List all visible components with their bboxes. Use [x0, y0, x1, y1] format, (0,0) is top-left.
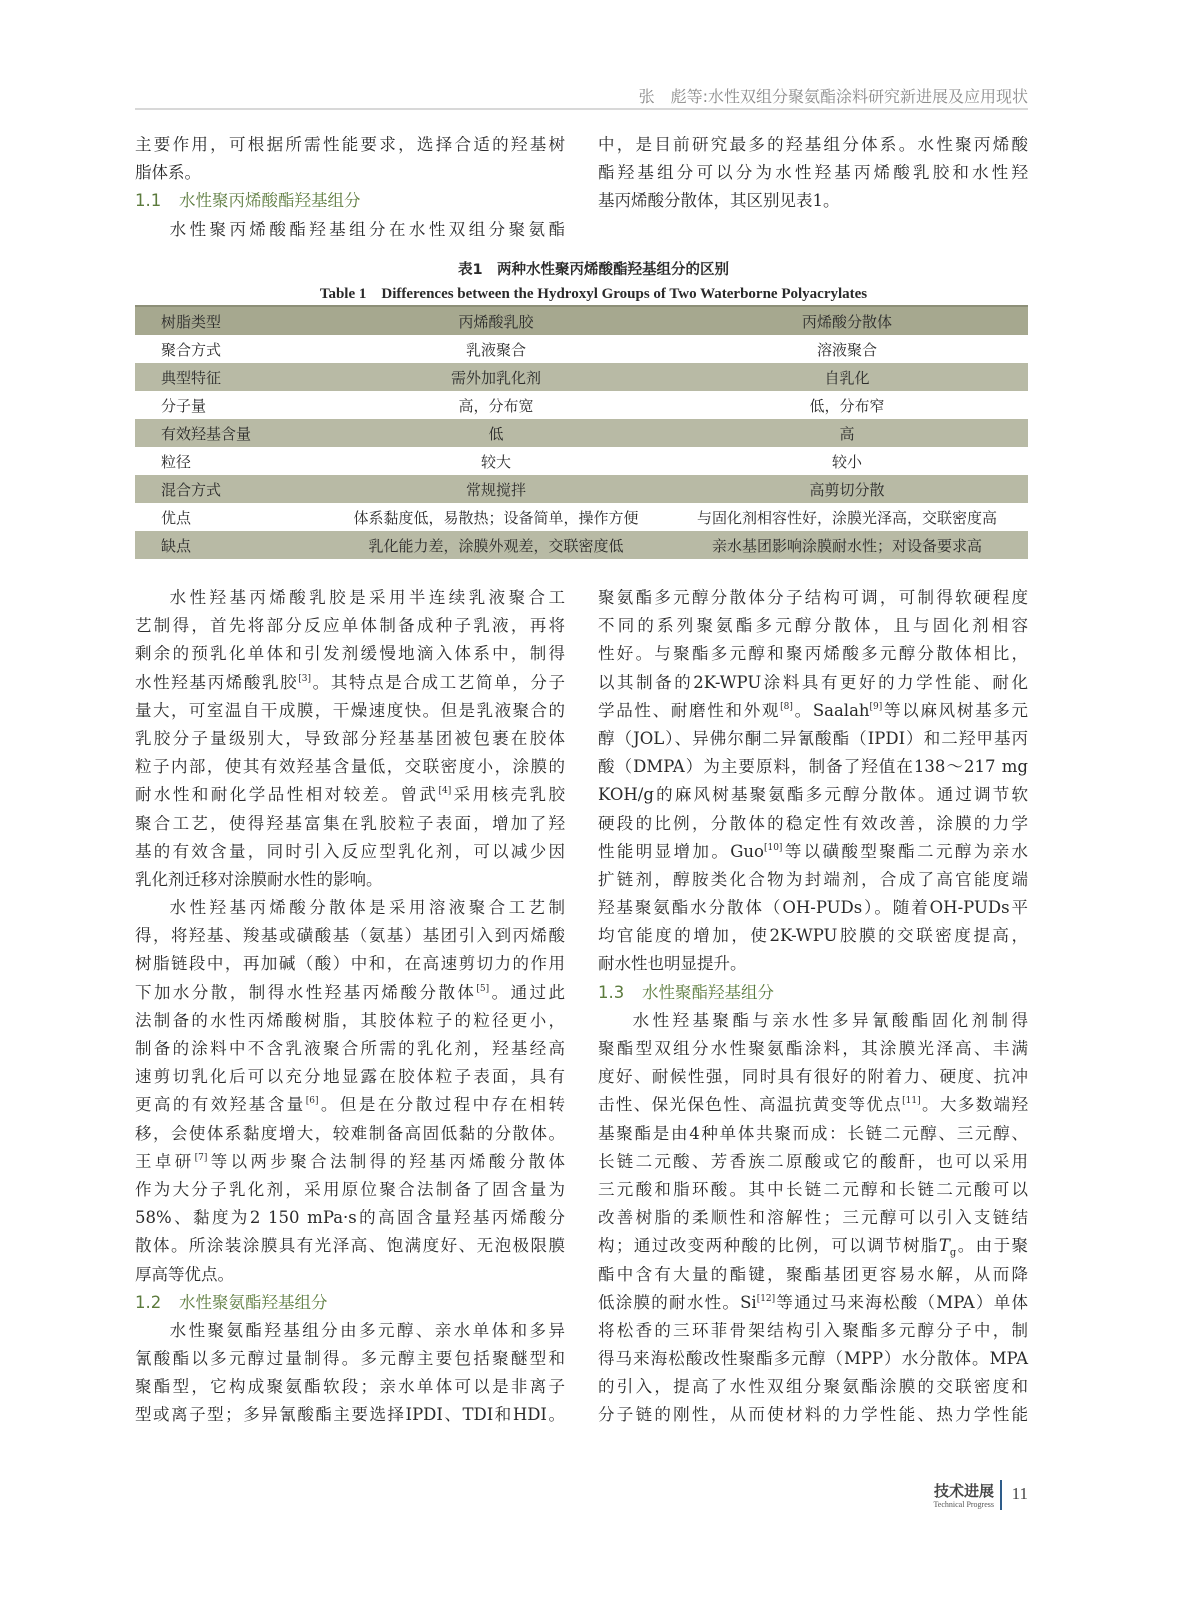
citation: [12]	[756, 1293, 776, 1304]
row-label: 优点	[161, 508, 192, 527]
text-line: 耐水性和耐化学品性相对较差。曾武[4]采用核壳乳胶	[135, 785, 566, 805]
section-number: 1.2	[135, 1292, 162, 1312]
text-line: 聚酯型，它构成聚氨酯软段；亲水单体可以是非离子	[135, 1377, 565, 1397]
text-line: 粒子内部，使其有效羟基含量低，交联密度小，涂膜的	[135, 757, 565, 777]
row-label: 混合方式	[135, 475, 326, 503]
text-line: 水性羟基聚酯与亲水性多异氰酸酯固化剂制得	[632, 1010, 1028, 1030]
section-title: 水性聚酯羟基组分	[642, 982, 774, 1002]
text-line: 得马来海松酸改性聚酯多元醇（MPP）水分散体。MPA	[598, 1349, 1028, 1369]
row-label: 聚合方式	[161, 340, 222, 359]
text-line: 耐水性也明显提升。	[598, 954, 747, 974]
text-line: 得，将羟基、羧基或磺酸基（氨基）基团引入到丙烯酸	[135, 926, 565, 946]
section-title: 水性聚丙烯酸酯羟基组分	[179, 191, 361, 211]
text-line: 水性聚丙烯酸酯羟基组分在水性双组分聚氨酯	[169, 219, 565, 239]
text-line: 厚高等优点。	[135, 1264, 234, 1284]
text-line: 分子链的刚性，从而使材料的力学性能、热力学性能	[598, 1405, 1028, 1425]
table-row	[135, 503, 1028, 531]
text-line: 构；通过改变两种酸的比例，可以调节树脂$T_g$。由于聚	[598, 1236, 1029, 1259]
row-label: 典型特征	[135, 363, 326, 391]
column-top-left	[135, 131, 565, 244]
text-line: 性能明显增加。Guo[10]等以磺酸型聚酯二元醇为亲水	[598, 841, 1029, 861]
footer-section-en: Technical Progress	[933, 1500, 994, 1509]
text-line: 作为大分子乳化剂，采用原位聚合法制备了固含量为	[135, 1179, 565, 1199]
text-line: 羟基聚氨酯水分散体（OH-PUDs）。随着OH-PUDs平	[598, 898, 1028, 918]
row-label: 缺点	[135, 531, 326, 559]
text-line: 水性羟基丙烯酸乳胶是采用半连续乳液聚合工	[169, 588, 565, 607]
text-line: 击性、保光保色性、高温抗黄变等优点[11]。大多数端羟	[598, 1095, 1029, 1115]
text-line: 移，会使体系黏度增大，较难制备高固低黏的分散体。	[135, 1123, 565, 1143]
section-heading	[598, 979, 1028, 1007]
table-row	[135, 363, 1028, 391]
text-line: 改善树脂的柔顺性和溶解性；三元醇可以引入支链结	[598, 1208, 1028, 1228]
table-header-row	[135, 306, 1028, 335]
section-heading	[135, 1289, 565, 1317]
page-footer	[900, 1480, 1030, 1516]
text-line: 乳胶分子量级别大，导致部分羟基基团被包裹在胶体	[135, 728, 565, 748]
text-line: 中，是目前研究最多的羟基组分体系。水性聚丙烯酸	[598, 135, 1028, 154]
table-cell: 较小	[831, 452, 862, 471]
italic-symbol: T	[938, 1236, 950, 1256]
table-row	[135, 475, 1028, 503]
text-line: 度好、耐候性强，同时具有很好的附着力、硬度、抗冲	[598, 1067, 1028, 1087]
text-line: 基的有效含量，同时引入反应型乳化剂，可以减少因	[135, 841, 565, 861]
text-line: 乳化剂迁移对涂膜耐水性的影响。	[135, 869, 383, 889]
text-line: 制备的涂料中不含乳液聚合所需的乳化剂，羟基经高	[135, 1039, 565, 1058]
table-cell: 自乳化	[666, 363, 1028, 391]
text-line: 基聚酯是由4种单体共聚而成：长链二元醇、三元醇、	[598, 1123, 1028, 1143]
text-line: 聚合工艺，使得羟基富集在乳胶粒子表面，增加了羟	[135, 813, 565, 833]
running-head: 张 彪等:水性双组分聚氨酯涂料研究新进展及应用现状	[638, 87, 1028, 106]
text-line: 艺制得，首先将部分反应单体制备成种子乳液，再将	[135, 616, 565, 636]
text-line: 下加水分散，制得水性羟基丙烯酸分散体[5]。通过此	[135, 982, 566, 1002]
subscript: g	[949, 1247, 957, 1259]
text-line: 水性羟基丙烯酸乳胶[3]。其特点是合成工艺简单，分子	[135, 672, 566, 692]
table-cell: 需外加乳化剂	[326, 363, 666, 391]
table-cell: 高，分布宽	[458, 396, 534, 415]
text-line: 三元酸和脂环酸。其中长链二元醇和长链二元酸可以	[598, 1179, 1028, 1199]
table-cell: 溶液聚合	[816, 340, 877, 359]
column-bottom-left	[135, 584, 565, 1430]
text-line: 速剪切乳化后可以充分地显露在胶体粒子表面，具有	[135, 1067, 565, 1087]
table-cell: 体系黏度低，易散热；设备简单，操作方便	[353, 508, 639, 527]
section-number: 1.3	[598, 982, 625, 1002]
table-cell: 亲水基团影响涂膜耐水性；对设备要求高	[666, 531, 1028, 559]
text-line: 酸（DMPA）为主要原料，制备了羟值在138～217 mg	[598, 757, 1028, 777]
table-cell: 高	[666, 419, 1028, 447]
text-line: 58%、黏度为2 150 mPa·s的高固含量羟基丙烯酸分	[135, 1208, 565, 1228]
table-cell: 较大	[480, 452, 511, 471]
text-line: 基丙烯酸分散体，其区别见表1。	[598, 191, 840, 211]
footer-section-cn: 技术进展	[933, 1482, 994, 1500]
text-line: 性好。与聚酯多元醇和聚丙烯酸多元醇分散体相比，	[598, 644, 1028, 664]
citation: [6]	[305, 1096, 319, 1107]
text-line: 散体。所涂装涂膜具有光泽高、饱满度好、无泡极限膜	[135, 1236, 565, 1256]
text-line: 法制备的水性丙烯酸树脂，其胶体粒子的粒径更小，	[135, 1010, 565, 1030]
text-line: 聚氨酯多元醇分散体分子结构可调，可制得软硬程度	[598, 588, 1028, 607]
table-row	[135, 391, 1028, 419]
section-title: 水性聚氨酯羟基组分	[179, 1292, 328, 1312]
section-heading	[135, 187, 565, 215]
text-line: 扩链剂，醇胺类化合物为封端剂，合成了高官能度端	[598, 869, 1028, 889]
text-line: 不同的系列聚氨酯多元醇分散体，且与固化剂相容	[598, 616, 1028, 636]
text-line: 更高的有效羟基含量[6]。但是在分散过程中存在相转	[135, 1095, 566, 1115]
citation: [8]	[780, 701, 793, 712]
citation: [3]	[298, 673, 312, 684]
text-line: 酯羟基组分可以分为水性羟基丙烯酸乳胶和水性羟	[598, 163, 1028, 183]
table-cell: 乳化能力差，涂膜外观差，交联密度低	[326, 531, 666, 559]
text-line: 低涂膜的耐水性。Si[12]等通过马来海松酸（MPA）单体	[598, 1292, 1028, 1312]
text-line: 水性聚氨酯羟基组分由多元醇、亲水单体和多异	[169, 1320, 565, 1340]
citation: [10]	[763, 842, 783, 853]
text-line: 以其制备的2K-WPU涂料具有更好的力学性能、耐化	[598, 672, 1028, 692]
comparison-table	[135, 305, 1028, 559]
text-line: 脂体系。	[135, 163, 201, 183]
table-row	[135, 447, 1028, 475]
text-line: 聚酯型双组分水性聚氨酯涂料，其涂膜光泽高、丰满	[598, 1039, 1028, 1058]
page-number: 11	[1011, 1484, 1028, 1503]
citation: [7]	[194, 1152, 208, 1163]
table-row	[135, 335, 1028, 363]
citation: [9]	[869, 701, 883, 712]
text-line: 氰酸酯以多元醇过量制得。多元醇主要包括聚醚型和	[135, 1349, 565, 1369]
section-number: 1.1	[135, 191, 162, 211]
text-line: 的引入，提高了水性双组分聚氨酯涂膜的交联密度和	[598, 1377, 1028, 1397]
table-cell: 高剪切分散	[666, 475, 1028, 503]
text-line: 主要作用，可根据所需性能要求，选择合适的羟基树	[135, 135, 565, 154]
text-line: 量大，可室温自干成膜，干燥速度快。但是乳液聚合的	[135, 700, 565, 720]
row-label: 分子量	[161, 396, 207, 415]
table-row	[135, 419, 1028, 447]
text-line: KOH/g的麻风树基聚氨酯多元醇分散体。通过调节软	[598, 785, 1028, 805]
table-cell: 常规搅拌	[326, 475, 666, 503]
footer-divider	[1000, 1480, 1002, 1510]
table-cell: 丙烯酸分散体	[666, 306, 1028, 335]
text-line: 酯中含有大量的酯键，聚酯基团更容易水解，从而降	[598, 1264, 1028, 1284]
table-cell: 丙烯酸乳胶	[326, 306, 666, 335]
text-line: 硬段的比例，分散体的稳定性有效改善，涂膜的力学	[598, 813, 1028, 833]
table-caption-en: Table 1 Differences between the Hydroxyl Groups of Two Waterborne Polyacrylates	[319, 286, 868, 302]
table-row	[135, 531, 1028, 559]
text-line: 学品性、耐磨性和外观[8]。Saalah[9]等以麻风树基多元	[598, 700, 1029, 720]
table-cell: 低	[326, 419, 666, 447]
text-line: 均官能度的增加，使2K-WPU胶膜的交联密度提高，	[598, 926, 1028, 946]
text-line: 剩余的预乳化单体和引发剂缓慢地滴入体系中，制得	[135, 644, 565, 664]
text-line: 王卓研[7]等以两步聚合法制得的羟基丙烯酸分散体	[135, 1151, 566, 1171]
citation: [5]	[476, 983, 490, 994]
text-line: 水性羟基丙烯酸分散体是采用溶液聚合工艺制	[169, 898, 565, 918]
column-top-right	[598, 131, 1028, 216]
table-cell: 乳液聚合	[465, 340, 526, 359]
table-caption-cn: 表1 两种水性聚丙烯酸酯羟基组分的区别	[457, 262, 730, 278]
text-line: 型或离子型；多异氰酸酯主要选择IPDI、TDI和HDI。	[135, 1405, 565, 1425]
table-cell: 与固化剂相容性好，涂膜光泽高，交联密度高	[696, 508, 997, 527]
column-bottom-right	[598, 584, 1028, 1430]
text-line: 树脂链段中，再加碱（酸）中和，在高速剪切力的作用	[135, 954, 565, 974]
text-line: 长链二元酸、芳香族二原酸或它的酸酐，也可以采用	[598, 1151, 1028, 1171]
header-rule	[135, 108, 1028, 110]
citation: [4]	[438, 786, 452, 797]
row-label: 有效羟基含量	[135, 419, 326, 447]
text-line: 将松香的三环菲骨架结构引入聚酯多元醇分子中，制	[598, 1320, 1028, 1340]
text-line: 醇（JOL）、异佛尔酮二异氰酸酯（IPDI）和二羟甲基丙	[598, 728, 1028, 748]
row-label: 树脂类型	[135, 306, 326, 335]
citation: [11]	[902, 1096, 921, 1107]
row-label: 粒径	[161, 452, 192, 471]
table-cell: 低，分布窄	[809, 396, 885, 415]
